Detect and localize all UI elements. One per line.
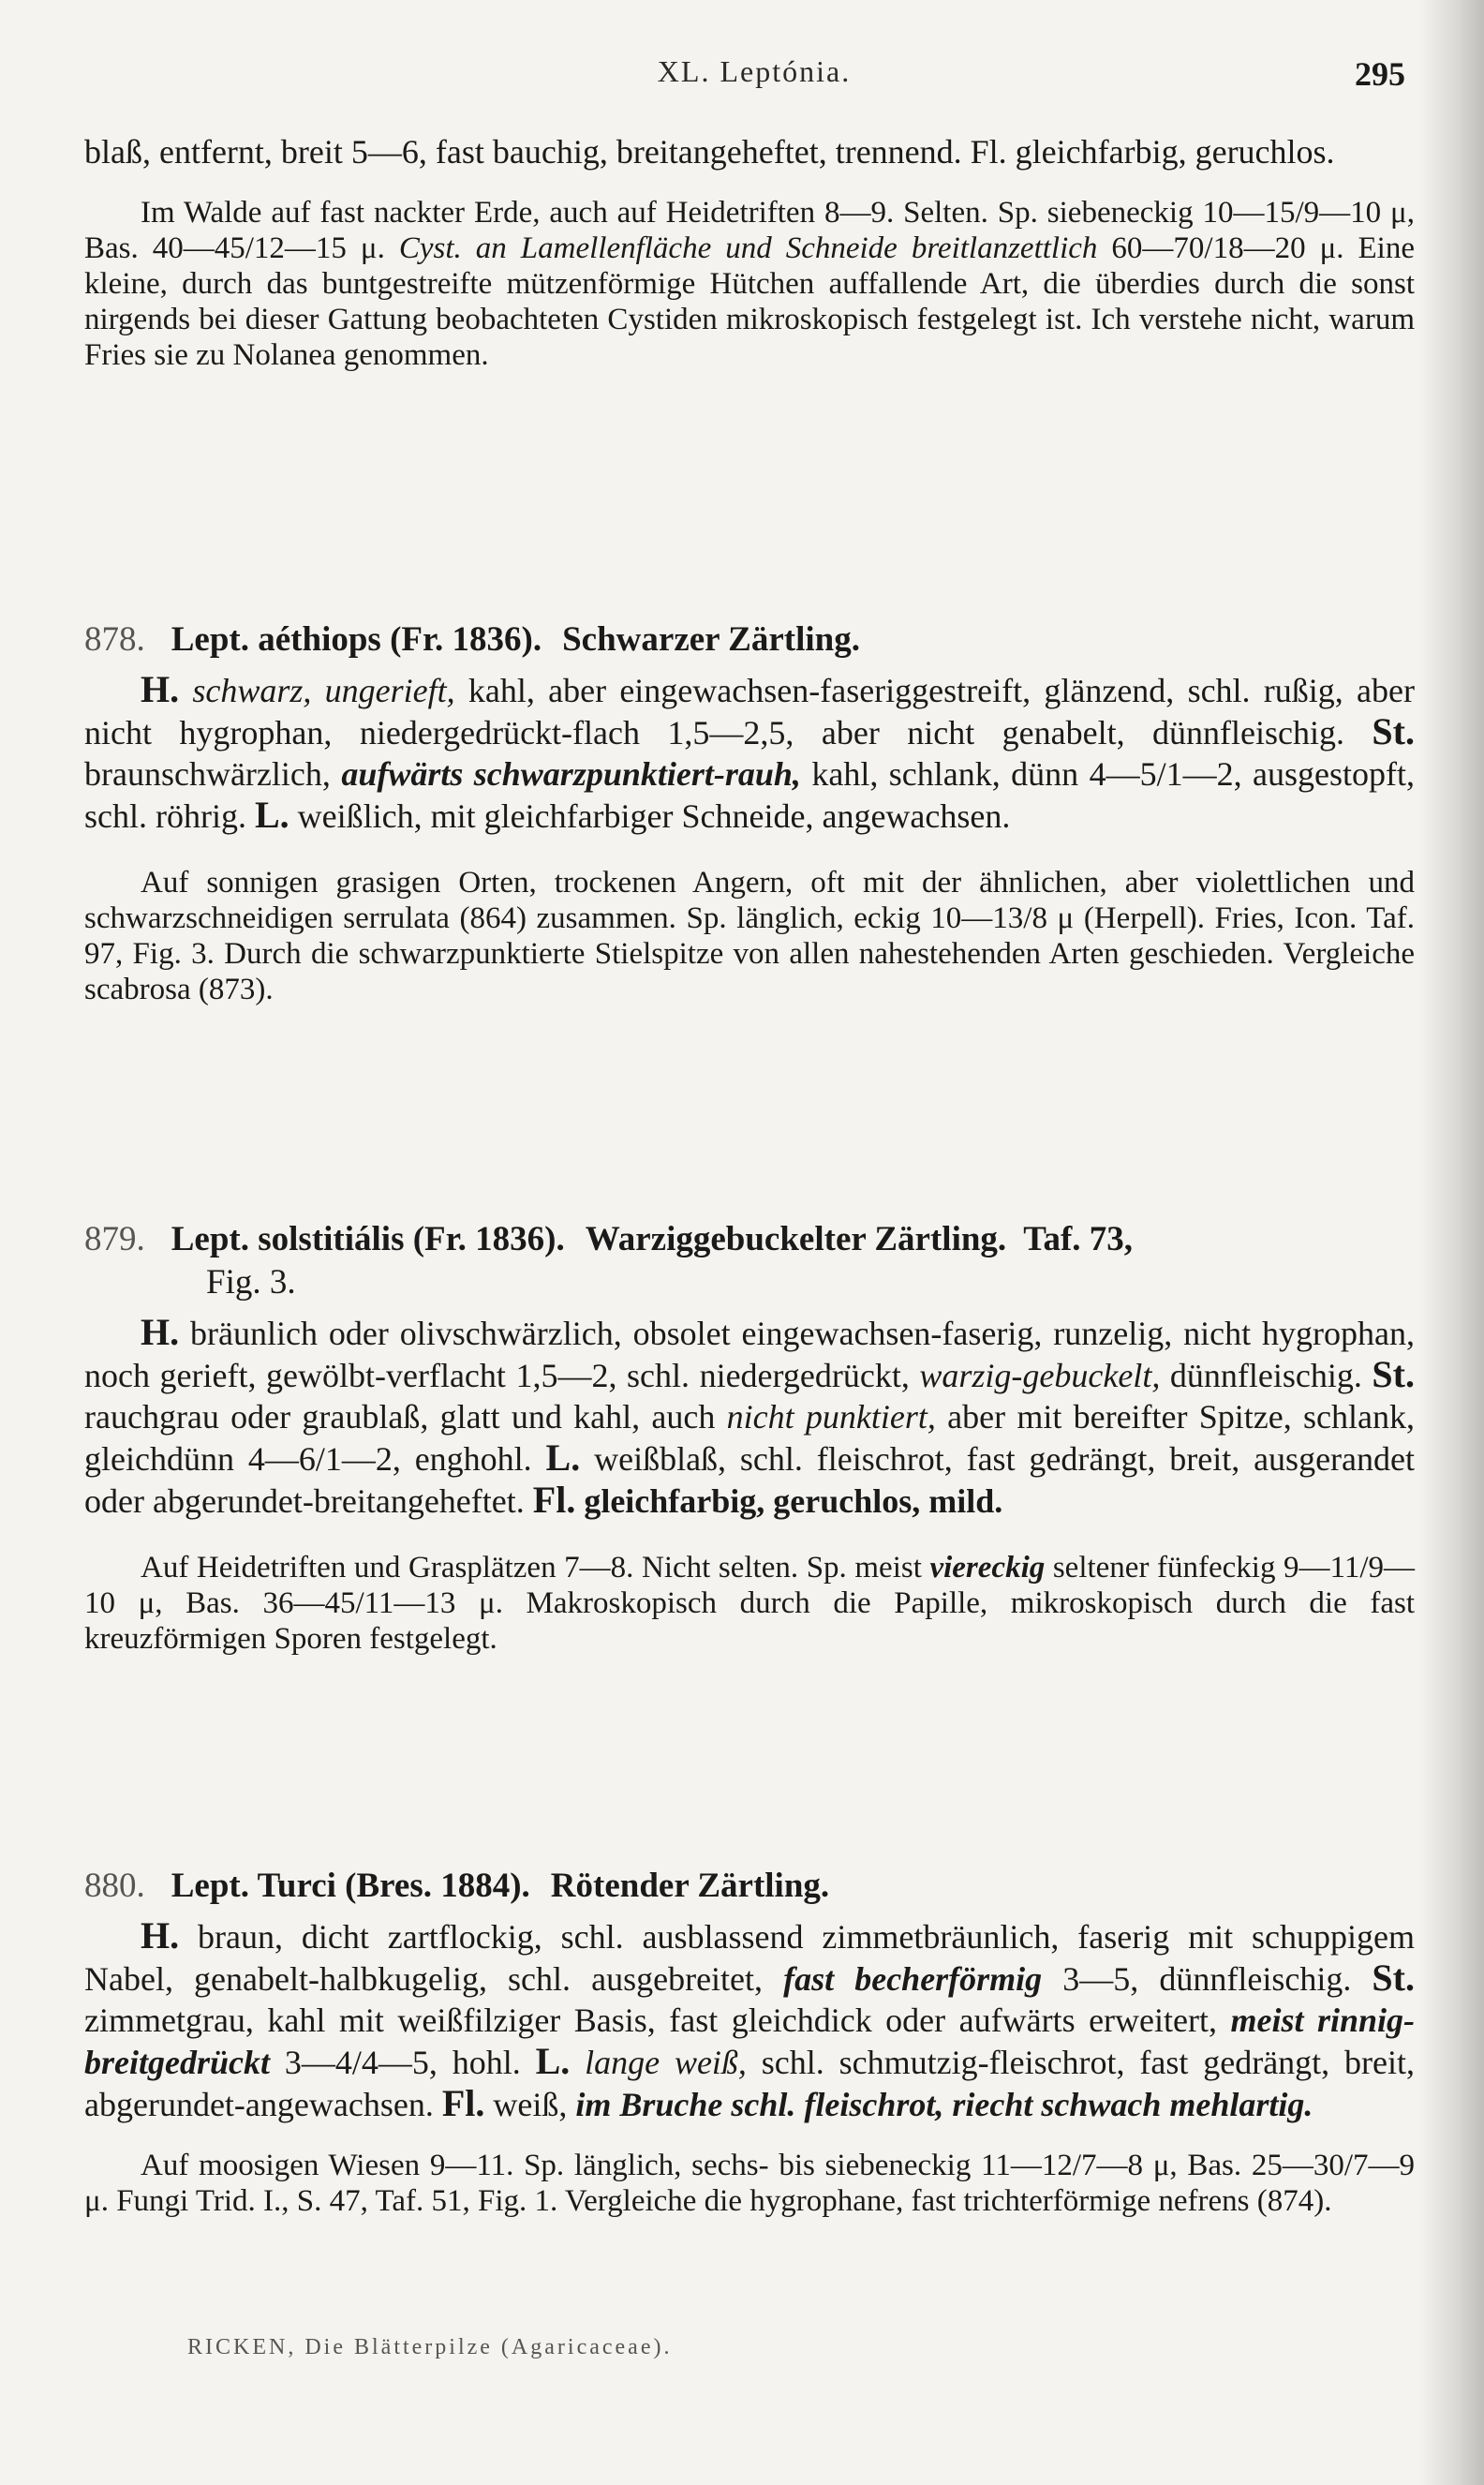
entry-879-common-name: Warziggebuckelter Zärtling. — [585, 1220, 1007, 1258]
entry-879-species: Lept. solstitiális (Fr. 1836). — [171, 1220, 565, 1258]
entry-880-desc-1: braun, dicht zartflockig, schl. ausblassend zimmetbräunlich, faserig mit schuppigem Nabel, genabelt-halbkugelig, schl. ausgebreitet, — [84, 1918, 1415, 1998]
entry-878 — [84, 618, 1415, 1007]
entry-880-desc-2: fast becherförmig — [783, 1960, 1043, 1998]
entry-880-label-l: L. — [535, 2040, 571, 2082]
entry-879-label-fl: Fl. — [532, 1479, 576, 1521]
entry-878-habitat: Auf sonnigen grasigen Orten, trockenen Angern, oft mit der ähnlichen, aber violettlichen und schwarzschneidigen serrulata (864) zusammen. Sp. länglich, eckig 10—13/8 μ (Herpell). Fries, Icon. Taf. 97, Fig. 3. Durch die schwarzpunktierte Stielspitze von allen nahestehenden Arten geschieden. Vergleiche scabrosa (873). — [84, 866, 1415, 1006]
entry-878-label-st: St. — [1372, 710, 1415, 752]
entry-880-desc-10: weiß, — [484, 2086, 576, 2123]
page-footer: RICKEN, Die Blätterpilze (Agaricaceae). — [187, 2335, 673, 2359]
entry-878-desc-2: kahl, aber eingewachsen-faseriggestreift, glänzend, schl. rußig, aber nicht hygrophan, niedergedrückt-flach 1,5—2,5, aber nicht genabelt, dünnfleischig. — [84, 672, 1416, 751]
entry-880-label-h: H. — [141, 1914, 180, 1957]
entry-878-label-l: L. — [254, 794, 289, 836]
entry-880-desc-11: im Bruche schl. fleischrot, riecht schwach mehlartig. — [575, 2086, 1313, 2123]
continuation-block — [84, 131, 1415, 373]
entry-879-desc-8: gleichfarbig, geruchlos, mild. — [575, 1482, 1003, 1520]
entry-878-desc-5: kahl, schlank, dünn 4—5/1—2, ausgestopft, schl. röhrig. — [84, 755, 1415, 835]
entry-878-desc-4: aufwärts schwarzpunktiert-rauh, — [341, 755, 801, 793]
entry-879-number: 879. — [84, 1220, 145, 1258]
entry-879 — [84, 1218, 1415, 1657]
entry-880-description — [84, 1915, 1415, 2125]
entry-879-plate: Taf. 73, — [1023, 1220, 1134, 1258]
entry-880 — [84, 1865, 1415, 2219]
entry-880-desc-8: lange weiß, — [585, 2044, 747, 2081]
entry-880-desc-3: 3—5, dünnfleischig. — [1042, 1960, 1373, 1998]
entry-878-desc-3: braunschwärzlich, — [84, 755, 342, 793]
entry-880-desc-5: meist rinnig-breitgedrückt — [84, 2001, 1415, 2081]
entry-880-label-fl: Fl. — [441, 2082, 485, 2124]
entry-879-label-h: H. — [141, 1311, 180, 1353]
entry-878-number: 878. — [84, 620, 145, 659]
entry-879-desc-5: nicht punktiert, — [726, 1398, 936, 1436]
entry-880-number: 880. — [84, 1867, 145, 1905]
entry-880-common-name: Rötender Zärtling. — [550, 1867, 830, 1905]
entry-880-desc-7 — [570, 2044, 585, 2081]
entry-880-species: Lept. Turci (Bres. 1884). — [171, 1867, 530, 1905]
continuation-habitat-b: Cyst. an Lamellenfläche und Schneide breitlanzettlich — [398, 231, 1098, 265]
entry-879-desc-6: aber mit bereifter Spitze, schlank, gleichdünn 4—6/1—2, enghohl. — [84, 1398, 1416, 1478]
entry-879-description — [84, 1312, 1415, 1522]
entry-878-heading — [84, 618, 1415, 662]
entry-879-desc-4: rauchgrau oder graublaß, glatt und kahl, auch — [84, 1398, 727, 1436]
entry-880-heading — [84, 1865, 1415, 1908]
entry-879-fig: Fig. 3. — [206, 1263, 296, 1302]
entry-879-habitat-1: Auf Heidetriften und Grasplätzen 7—8. Nicht selten. Sp. meist — [141, 1551, 930, 1585]
entry-878-desc-6: weißlich, mit gleichfarbiger Schneide, angewachsen. — [289, 797, 1011, 835]
entry-880-desc-9: schl. schmutzig-fleischrot, fast gedrängt, breit, abgerundet-angewachsen. — [84, 2044, 1415, 2123]
entry-879-desc-2: warzig-gebuckelt, — [919, 1357, 1161, 1394]
entry-880-habitat: Auf moosigen Wiesen 9—11. Sp. länglich, sechs- bis siebeneckig 11—12/7—8 μ, Bas. 25—30/7—9 μ. Fungi Trid. I., S. 47, Taf. 51, Fig. 1. Vergleiche die hygrophane, fast trichterförmige nefrens (874). — [84, 2149, 1415, 2218]
entry-880-desc-6: 3—4/4—5, hohl. — [269, 2044, 536, 2081]
entry-880-desc-4: zimmetgrau, kahl mit weißfilziger Basis, fast gleichdick oder aufwärts erweitert, — [84, 2001, 1231, 2039]
page-edge-shadow — [1418, 0, 1484, 2485]
entry-878-desc-1: schwarz, ungerieft, — [192, 672, 455, 709]
entry-879-desc-7: weißblaß, schl. fleischrot, fast gedrängt, breit, ausgerandet oder abgerundet-breitangeheftet. — [84, 1440, 1415, 1520]
entry-878-species: Lept. aéthiops (Fr. 1836). — [171, 620, 542, 659]
entry-879-label-l: L. — [545, 1436, 581, 1479]
continuation-habitat — [84, 195, 1415, 373]
page-number: 295 — [1355, 55, 1405, 93]
entry-879-habitat-2: viereckig — [929, 1551, 1046, 1585]
entry-879-desc-1: bräunlich oder olivschwärzlich, obsolet eingewachsen-faserig, runzelig, nicht hygrophan, noch gerieft, gewölbt-verflacht 1,5—2, schl. niedergedrückt, — [84, 1315, 1415, 1394]
entry-878-label-h: H. — [141, 668, 180, 710]
entry-878-description — [84, 669, 1415, 837]
continuation-habitat-c: 60—70/18—20 μ. Eine kleine, durch das buntgestreifte mützenförmige Hütchen auffallende Art, die überdies durch die sonst nirgends bei dieser Gattung beobachteten Cystiden mikroskopisch festgelegt ist. Ich verstehe nicht, warum Fries sie zu Nolanea genommen. — [84, 231, 1415, 372]
entry-879-desc-3: dünnfleischig. — [1160, 1357, 1373, 1394]
entry-880-label-st: St. — [1372, 1957, 1415, 1999]
page-header — [103, 54, 1405, 101]
entry-878-common-name: Schwarzer Zärtling. — [562, 620, 860, 659]
continuation-habitat-a: Im Walde auf fast nackter Erde, auch auf Heidetriften 8—9. Selten. Sp. siebeneckig 10—15/9—10 μ, Bas. 40—45/12—15 μ. — [84, 196, 1415, 265]
entry-879-heading — [84, 1218, 1415, 1304]
entry-879-habitat — [84, 1550, 1415, 1657]
running-title: XL. Leptónia. — [657, 54, 852, 88]
entry-879-habitat-3: seltener fünfeckig 9—11/9—10 μ, Bas. 36—45/11—13 μ. Makroskopisch durch die Papille, mikroskopisch durch die fast kreuzförmigen Sporen festgelegt. — [84, 1551, 1415, 1656]
continuation-description: blaß, entfernt, breit 5—6, fast bauchig, breitangeheftet, trennend. Fl. gleichfarbig, geruchlos. — [84, 133, 1335, 171]
entry-879-label-st: St. — [1372, 1353, 1415, 1395]
